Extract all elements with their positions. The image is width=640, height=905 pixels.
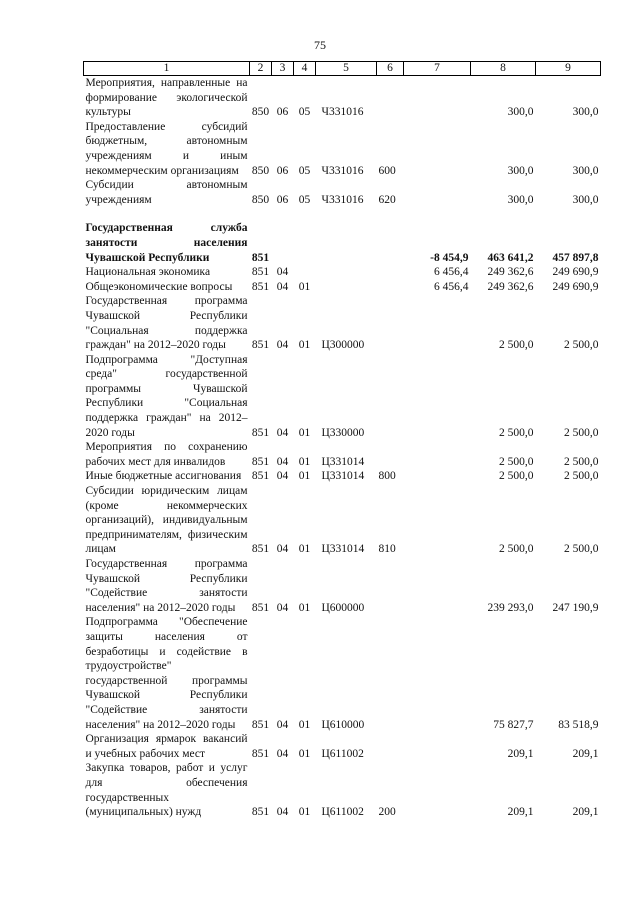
- amount-col7-cell: [404, 178, 471, 207]
- item-name-cell: [84, 353, 250, 441]
- amount-col7-cell: [404, 469, 471, 484]
- subsection-code-cell: 01: [298, 455, 311, 468]
- section-code-cell: 04: [276, 426, 289, 439]
- target-article-cell: [316, 221, 377, 265]
- table-body: [84, 76, 601, 820]
- table-row: [84, 294, 601, 352]
- amount-col9-cell: 249 690,9: [552, 280, 599, 293]
- item-name-cell: [84, 469, 250, 484]
- ministry-code-cell: 851: [251, 280, 270, 293]
- item-name-cell: [84, 265, 250, 280]
- amount-col7-cell: [404, 732, 471, 761]
- ministry-code-cell: 851: [251, 806, 270, 819]
- target-article-cell: Ц331014: [321, 543, 365, 556]
- section-code-cell: 06: [276, 193, 289, 206]
- item-name-cell: [84, 280, 250, 295]
- spacer-cell: [84, 207, 601, 221]
- section-code-cell: 04: [276, 718, 289, 731]
- item-name-cell: [84, 761, 250, 819]
- expense-type-cell: 800: [378, 470, 396, 483]
- amount-col8-cell: 2 500,0: [499, 339, 534, 352]
- target-article-cell: Ц300000: [321, 339, 365, 352]
- expense-type-cell: [377, 615, 404, 732]
- item-name-cell: [84, 76, 250, 120]
- amount-col7-cell: [404, 615, 471, 732]
- subsection-code-cell: [294, 221, 316, 265]
- amount-col7-cell: [404, 120, 471, 178]
- item-name-cell: [84, 178, 250, 207]
- amount-col8-cell: 239 293,0: [487, 601, 534, 614]
- amount-col7-cell: [404, 294, 471, 352]
- item-name: Подпрограмма "Обеспечение защиты населения от безработицы и содействие в трудоустройстве" государственной программы Чувашской Республики "Содействие занятости населения" на 2012–2020 годы: [85, 616, 248, 731]
- amount-col7-cell: [404, 440, 471, 469]
- subsection-code-cell: 01: [298, 470, 311, 483]
- ministry-code-cell: 851: [251, 543, 270, 556]
- table-row: [84, 440, 601, 469]
- target-article-cell: Ц330000: [321, 426, 365, 439]
- expense-type-cell: 810: [378, 543, 396, 556]
- column-header: 9: [536, 62, 601, 76]
- amount-col8-cell: 2 500,0: [499, 543, 534, 556]
- expense-type-cell: [377, 221, 404, 265]
- amount-col7-cell: -8 454,9: [430, 251, 469, 264]
- amount-col8-cell: 249 362,6: [487, 280, 534, 293]
- target-article-cell: Ч331016: [321, 106, 364, 119]
- amount-col8-cell: 75 827,7: [493, 718, 534, 731]
- amount-col7-cell: [404, 353, 471, 441]
- table-row: [84, 76, 601, 120]
- amount-col8-cell: 300,0: [507, 106, 534, 119]
- ministry-code-cell: 851: [251, 455, 270, 468]
- item-name: Субсидии юридическим лицам (кроме некоммерческих организаций), индивидуальным предпринимателям, физическим лицам: [85, 485, 248, 556]
- section-code-cell: 04: [276, 339, 289, 352]
- amount-col8-cell: 2 500,0: [499, 470, 534, 483]
- item-name-cell: [84, 557, 250, 615]
- item-name-cell: [84, 294, 250, 352]
- target-article-cell: Ц611002: [321, 747, 364, 760]
- expense-type-cell: [377, 265, 404, 280]
- amount-col9-cell: 2 500,0: [564, 543, 599, 556]
- item-name-cell: [84, 221, 250, 265]
- amount-col9-cell: 209,1: [572, 806, 599, 819]
- section-code-cell: 04: [276, 543, 289, 556]
- table-row: [84, 280, 601, 295]
- item-name: Государственная программа Чувашской Республики "Содействие занятости населения" на 2012–2020 годы: [85, 558, 248, 614]
- spacer-row: [84, 207, 601, 221]
- item-name-cell: [84, 615, 250, 732]
- table-row: [84, 484, 601, 557]
- ministry-code-cell: 851: [251, 718, 270, 731]
- item-name: Государственная служба занятости населения Чувашской Республики: [85, 222, 248, 264]
- section-code-cell: 04: [276, 601, 289, 614]
- amount-col9-cell: 300,0: [572, 164, 599, 177]
- amount-col8-cell: 300,0: [507, 193, 534, 206]
- item-name: Закупка товаров, работ и услуг для обеспечения государственных (муниципальных) нужд: [85, 762, 248, 819]
- subsection-code-cell: 01: [298, 280, 311, 293]
- column-header: 4: [294, 62, 316, 76]
- section-code-cell: 04: [276, 806, 289, 819]
- item-name: Организация ярмарок вакансий и учебных рабочих мест: [85, 733, 248, 760]
- amount-col7-cell: 6 456,4: [434, 280, 469, 293]
- budget-table: [83, 61, 601, 820]
- target-article-cell: [316, 265, 377, 280]
- table-row: [84, 265, 601, 280]
- target-article-cell: Ц331014: [321, 455, 365, 468]
- expense-type-cell: [377, 732, 404, 761]
- ministry-code-cell: 851: [251, 339, 270, 352]
- subsection-code-cell: 05: [298, 164, 311, 177]
- item-name: Субсидии автономным учреждениям: [85, 179, 248, 206]
- item-name-cell: [84, 484, 250, 557]
- section-code-cell: 04: [276, 470, 289, 483]
- amount-col7-cell: 6 456,4: [434, 266, 469, 279]
- target-article-cell: Ч331016: [321, 164, 364, 177]
- column-header: 6: [377, 62, 404, 76]
- target-article-cell: Ц611002: [321, 806, 364, 819]
- section-code-cell: 04: [276, 280, 289, 293]
- subsection-code-cell: 05: [298, 193, 311, 206]
- amount-col8-cell: 249 362,6: [487, 266, 534, 279]
- amount-col9-cell: 249 690,9: [552, 266, 599, 279]
- table-row: [84, 557, 601, 615]
- target-article-cell: Ц331014: [321, 470, 365, 483]
- column-header: 3: [272, 62, 294, 76]
- table-row: [84, 469, 601, 484]
- expense-type-cell: [377, 76, 404, 120]
- amount-col9-cell: 83 518,9: [558, 718, 599, 731]
- table-row: [84, 221, 601, 265]
- ministry-code-cell: 851: [251, 251, 270, 264]
- subsection-code-cell: 05: [298, 106, 311, 119]
- amount-col7-cell: [404, 484, 471, 557]
- amount-col7-cell: [404, 76, 471, 120]
- amount-col7-cell: [404, 557, 471, 615]
- table-row: [84, 761, 601, 819]
- subsection-code-cell: 01: [298, 718, 311, 731]
- item-name: Государственная программа Чувашской Республики "Социальная поддержка граждан" на 2012–2020 годы: [85, 295, 248, 352]
- column-header: 2: [250, 62, 272, 76]
- amount-col9-cell: 300,0: [572, 106, 599, 119]
- item-name: Мероприятия по сохранению рабочих мест для инвалидов: [85, 441, 248, 468]
- item-name: Мероприятия, направленные на формирование экологической культуры: [85, 77, 248, 119]
- amount-col9-cell: 247 190,9: [552, 601, 599, 614]
- ministry-code-cell: 850: [251, 164, 270, 177]
- amount-col8-cell: 209,1: [507, 747, 534, 760]
- section-code-cell: 06: [276, 106, 289, 119]
- item-name: Общеэкономические вопросы: [85, 280, 233, 293]
- section-code-cell: 04: [276, 266, 289, 279]
- item-name-cell: [84, 732, 250, 761]
- amount-col9-cell: 300,0: [572, 193, 599, 206]
- subsection-code-cell: 01: [298, 806, 311, 819]
- column-header: 7: [404, 62, 471, 76]
- table-header-row: [84, 62, 601, 76]
- expense-type-cell: 620: [378, 193, 396, 206]
- target-article-cell: Ц610000: [321, 718, 365, 731]
- subsection-code-cell: 01: [298, 601, 311, 614]
- item-name: Национальная экономика: [85, 266, 211, 279]
- item-name-cell: [84, 120, 250, 178]
- expense-type-cell: [377, 557, 404, 615]
- target-article-cell: Ч331016: [321, 193, 364, 206]
- subsection-code-cell: 01: [298, 543, 311, 556]
- expense-type-cell: [377, 294, 404, 352]
- table-row: [84, 732, 601, 761]
- expense-type-cell: [377, 353, 404, 441]
- expense-type-cell: [377, 440, 404, 469]
- amount-col9-cell: 457 897,8: [552, 251, 599, 264]
- table-row: [84, 615, 601, 732]
- item-name-cell: [84, 440, 250, 469]
- subsection-code-cell: 01: [298, 426, 311, 439]
- section-code-cell: [272, 221, 294, 265]
- ministry-code-cell: 851: [251, 426, 270, 439]
- ministry-code-cell: 851: [251, 266, 270, 279]
- amount-col9-cell: 2 500,0: [564, 470, 599, 483]
- expense-type-cell: 200: [378, 806, 396, 819]
- amount-col8-cell: 300,0: [507, 164, 534, 177]
- section-code-cell: 06: [276, 164, 289, 177]
- amount-col9-cell: 2 500,0: [564, 339, 599, 352]
- table-row: [84, 120, 601, 178]
- subsection-code-cell: [294, 265, 316, 280]
- subsection-code-cell: 01: [298, 747, 311, 760]
- amount-col8-cell: 463 641,2: [487, 251, 534, 264]
- target-article-cell: Ц600000: [321, 601, 365, 614]
- item-name: Предоставление субсидий бюджетным, автономным учреждениям и иным некоммерческим организациям: [85, 120, 248, 177]
- section-code-cell: 04: [276, 455, 289, 468]
- column-header: 5: [316, 62, 377, 76]
- column-header: 8: [471, 62, 536, 76]
- amount-col8-cell: 2 500,0: [499, 426, 534, 439]
- subsection-code-cell: 01: [298, 339, 311, 352]
- expense-type-cell: 600: [378, 164, 396, 177]
- amount-col7-cell: [404, 761, 471, 819]
- expense-type-cell: [377, 280, 404, 295]
- table-row: [84, 178, 601, 207]
- ministry-code-cell: 850: [251, 193, 270, 206]
- amount-col9-cell: 209,1: [572, 747, 599, 760]
- amount-col8-cell: 209,1: [507, 806, 534, 819]
- target-article-cell: [316, 280, 377, 295]
- table-row: [84, 353, 601, 441]
- ministry-code-cell: 851: [251, 470, 270, 483]
- amount-col8-cell: 2 500,0: [499, 455, 534, 468]
- ministry-code-cell: 851: [251, 747, 270, 760]
- amount-col9-cell: 2 500,0: [564, 426, 599, 439]
- column-header: 1: [84, 62, 250, 76]
- page-number: 75: [314, 38, 326, 52]
- amount-col9-cell: 2 500,0: [564, 455, 599, 468]
- ministry-code-cell: 851: [251, 601, 270, 614]
- item-name: Иные бюджетные ассигнования: [85, 470, 242, 483]
- ministry-code-cell: 850: [251, 106, 270, 119]
- item-name: Подпрограмма "Доступная среда" государственной программы Чувашской Республики "Социальная поддержка граждан" на 2012–2020 годы: [85, 353, 248, 439]
- section-code-cell: 04: [276, 747, 289, 760]
